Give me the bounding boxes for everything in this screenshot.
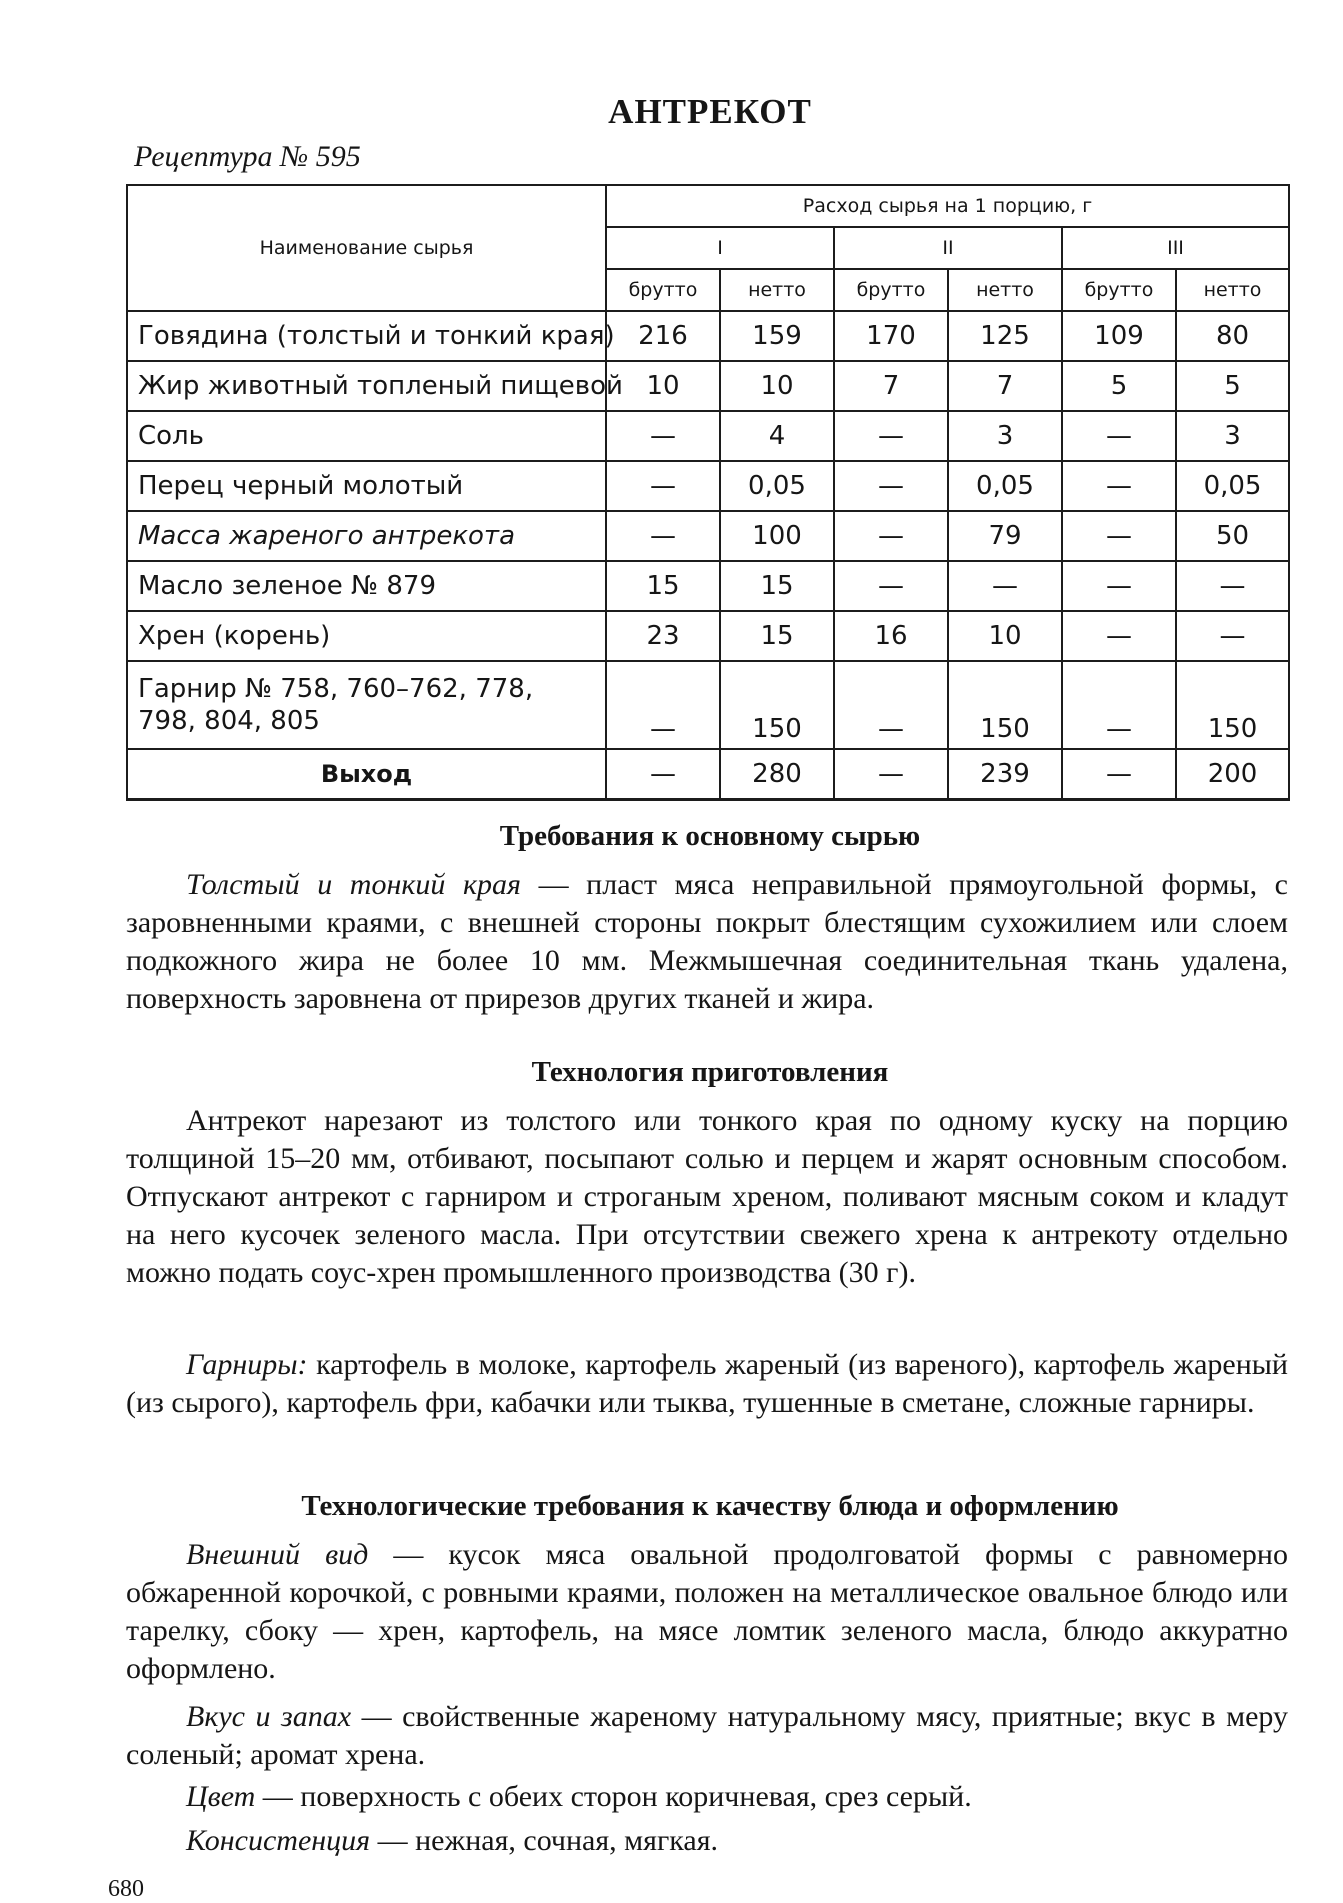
term: Цвет — [186, 1780, 256, 1813]
cell-value: 7 — [834, 361, 948, 411]
column-group-2: II — [834, 227, 1062, 269]
cell-value: 150 — [720, 661, 834, 749]
cell-value: 3 — [1176, 411, 1289, 461]
cell-value: 159 — [720, 311, 834, 361]
cell-value: 125 — [948, 311, 1062, 361]
cell-value: — — [834, 561, 948, 611]
cell-value: 0,05 — [720, 461, 834, 511]
cell-value: 150 — [1176, 661, 1289, 749]
cell-value: 5 — [1062, 361, 1176, 411]
output-row — [127, 749, 1289, 800]
table-row — [127, 661, 1289, 749]
cell-value: 3 — [948, 411, 1062, 461]
paragraph-appearance — [126, 1536, 1288, 1688]
paragraph-taste — [126, 1698, 1288, 1774]
gross-header: брутто — [1062, 269, 1176, 311]
cell-value: — — [606, 661, 720, 749]
cell-value: 10 — [948, 611, 1062, 661]
cell-value: 170 — [834, 311, 948, 361]
section-heading-quality: Технологические требования к качеству блюда и оформлению — [301, 1490, 1119, 1522]
term: Толстый и тонкий края — [186, 868, 521, 901]
column-group-3: III — [1062, 227, 1289, 269]
cell-value: 15 — [720, 611, 834, 661]
paragraph-consistency — [126, 1822, 1288, 1860]
net-header: нетто — [948, 269, 1062, 311]
cell-value: 50 — [1176, 511, 1289, 561]
cell-value: — — [834, 411, 948, 461]
term: Консистенция — [186, 1824, 371, 1857]
table-row — [127, 411, 1289, 461]
cell-value: — — [1062, 749, 1176, 800]
ingredient-name: Перец черный молотый — [127, 461, 606, 511]
cell-value: — — [606, 511, 720, 561]
paragraph-text: картофель в молоке, картофель жареный (из вареного), картофель жареный (из сырого), картофель фри, кабачки или тыква, тушенные в сметане, сложные гарниры. — [126, 1348, 1288, 1419]
cell-value: 80 — [1176, 311, 1289, 361]
cell-value: 4 — [720, 411, 834, 461]
table-row — [127, 361, 1289, 411]
cell-value: — — [1062, 511, 1176, 561]
table-row — [127, 511, 1289, 561]
cell-value: — — [606, 749, 720, 800]
term: Внешний вид — [186, 1538, 369, 1571]
cell-value: 10 — [720, 361, 834, 411]
cell-value: 150 — [948, 661, 1062, 749]
page-title: АНТРЕКОТ — [608, 92, 812, 131]
paragraph-color — [126, 1778, 1288, 1816]
cell-value: 200 — [1176, 749, 1289, 800]
cell-value: — — [834, 749, 948, 800]
cell-value: — — [1062, 411, 1176, 461]
cell-value: 79 — [948, 511, 1062, 561]
cell-value: — — [1062, 561, 1176, 611]
cell-value: — — [1062, 611, 1176, 661]
paragraph-raw-materials — [126, 866, 1288, 1018]
term: Вкус и запах — [186, 1700, 352, 1733]
ingredient-name: Жир животный топленый пищевой — [127, 361, 606, 411]
cell-value: — — [1176, 561, 1289, 611]
page-number: 680 — [108, 1876, 144, 1902]
recipe-table — [126, 184, 1290, 801]
cell-value: 16 — [834, 611, 948, 661]
paragraph-text: — свойственные жареному натуральному мясу, приятные; вкус в меру соленый; аромат хрена. — [126, 1700, 1288, 1771]
table-row — [127, 311, 1289, 361]
cell-value: — — [1176, 611, 1289, 661]
ingredient-name: Гарнир № 758, 760–762, 778, 798, 804, 805 — [127, 661, 606, 749]
net-header: нетто — [1176, 269, 1289, 311]
cell-value: 15 — [720, 561, 834, 611]
cell-value: — — [834, 511, 948, 561]
cell-value: 280 — [720, 749, 834, 800]
cell-value: 5 — [1176, 361, 1289, 411]
ingredient-name: Говядина (толстый и тонкий края) — [127, 311, 606, 361]
cell-value: 100 — [720, 511, 834, 561]
cell-value: 10 — [606, 361, 720, 411]
cell-value: — — [1062, 661, 1176, 749]
recipe-number: Рецептура № 595 — [134, 140, 361, 173]
cell-value: 15 — [606, 561, 720, 611]
paragraph-text: Антрекот нарезают из толстого или тонкого края по одному куску на порцию толщиной 15–20 мм, отбивают, посыпают солью и перцем и жарят основным способом. Отпускают антрекот с гарниром и строганым хреном, поливают мясным соком и кладут на него кусочек зеленого масла. При отсутствии свежего хрена к антрекоту отдельно можно подать соус-хрен промышленного производства (30 г). — [126, 1104, 1288, 1289]
name-header: Наименование сырья — [127, 185, 606, 311]
column-group-1: I — [606, 227, 834, 269]
section-heading-raw-materials: Требования к основному сырью — [499, 820, 921, 852]
net-header: нетто — [720, 269, 834, 311]
paragraph-technology — [126, 1102, 1288, 1292]
ingredient-name: Масло зеленое № 879 — [127, 561, 606, 611]
paragraph-text: — пласт мяса неправильной прямоугольной формы, с заровненными краями, с внешней стороны покрыт блестящим сухожилием или слоем подкожного жира не более 10 мм. Межмышечная соединительная ткань удалена, поверхность заровнена от прирезов других тканей и жира. — [126, 868, 1288, 1015]
paragraph-text: — кусок мяса овальной продолговатой формы с равномерно обжаренной корочкой, с ровными краями, положен на металлическое овальное блюдо или тарелку, сбоку — хрен, картофель, на мясе ломтик зеленого масла, блюдо аккуратно оформлено. — [126, 1538, 1288, 1685]
table-row — [127, 461, 1289, 511]
gross-header: брутто — [834, 269, 948, 311]
cell-value: 7 — [948, 361, 1062, 411]
section-heading-technology: Технология приготовления — [531, 1056, 889, 1088]
term: Гарниры: — [186, 1348, 308, 1381]
ingredient-name: Хрен (корень) — [127, 611, 606, 661]
cell-value: — — [606, 461, 720, 511]
ingredient-name: Масса жареного антрекота — [127, 511, 606, 561]
paragraph-garnish — [126, 1346, 1288, 1422]
paragraph-text: — нежная, сочная, мягкая. — [370, 1824, 718, 1857]
cell-value: 109 — [1062, 311, 1176, 361]
cell-value: — — [606, 411, 720, 461]
ingredient-name: Соль — [127, 411, 606, 461]
cell-value: — — [1062, 461, 1176, 511]
cell-value: 239 — [948, 749, 1062, 800]
table-row — [127, 611, 1289, 661]
table-row — [127, 561, 1289, 611]
cell-value: 0,05 — [948, 461, 1062, 511]
consumption-header: Расход сырья на 1 порцию, г — [606, 185, 1289, 227]
cell-value: 0,05 — [1176, 461, 1289, 511]
output-label: Выход — [127, 749, 606, 800]
cell-value: — — [834, 661, 948, 749]
cell-value: 23 — [606, 611, 720, 661]
paragraph-text: — поверхность с обеих сторон коричневая, срез серый. — [255, 1780, 972, 1813]
gross-header: брутто — [606, 269, 720, 311]
cell-value: 216 — [606, 311, 720, 361]
cell-value: — — [948, 561, 1062, 611]
cell-value: — — [834, 461, 948, 511]
